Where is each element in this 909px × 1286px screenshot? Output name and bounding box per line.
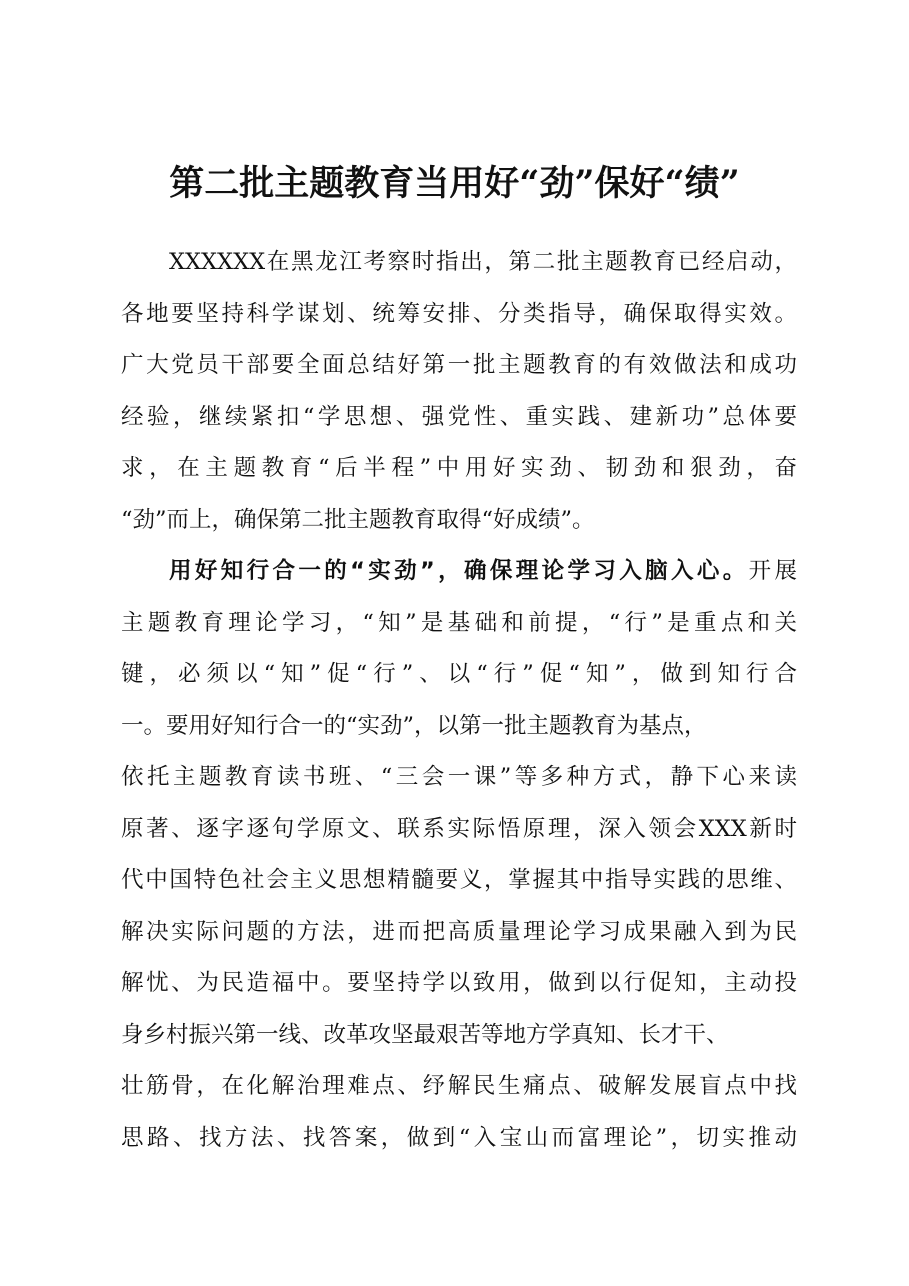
paragraph-line: 解忧、为民造福中。要坚持学以致用，做到以行促知，主动投 <box>121 970 797 996</box>
paragraph-line: 代中国特色社会主义思想精髓要义，掌握其中指导实践的思维、 <box>121 867 797 893</box>
document-title: 第二批主题教育当用好“劲”保好“绩” <box>169 163 740 204</box>
paragraph-line: 原著、逐字逐句学原文、联系实际悟原理，深入领会XXX新时 <box>121 815 797 842</box>
paragraph-line: XXXXXX在黑龙江考察时指出，第二批主题教育已经启动， <box>169 249 797 275</box>
paragraph-line: 求，在主题教育“后半程”中用好实劲、韧劲和狠劲，奋 <box>121 455 797 481</box>
paragraph-line: 主题教育理论学习，“知”是基础和前提，“行”是重点和关 <box>121 609 797 636</box>
paragraph-1 <box>121 237 797 546</box>
paragraph-line: 一。要用好知行合一的“实劲”，以第一批主题教育为基点， <box>121 712 707 739</box>
paragraph-line: 壮筋骨，在化解治理难点、纾解民生痛点、破解发展盲点中找 <box>121 1073 797 1099</box>
paragraph-lead-tail: 开展 <box>748 558 797 584</box>
paragraph-line: 经验，继续紧扣“学思想、强党性、重实践、建新功”总体要 <box>121 403 797 430</box>
paragraph-line: 身乡村振兴第一线、改革攻坚最艰苦等地方学真知、长才干、 <box>121 1021 729 1048</box>
paragraph-line: 广大党员干部要全面总结好第一批主题教育的有效做法和成功 <box>121 352 797 378</box>
paragraph-line: 依托主题教育读书班、“三会一课”等多种方式，静下心来读 <box>121 764 797 790</box>
paragraph-lead-sentence: 用好知行合一的“实劲”，确保理论学习入脑入心。 <box>169 558 749 584</box>
paragraph-line: 思路、找方法、找答案，做到“入宝山而富理论”，切实推动 <box>121 1124 797 1151</box>
paragraph-line: “劲”而上，确保第二批主题教育取得“好成绩”。 <box>121 506 595 533</box>
document-body <box>121 237 797 1164</box>
paragraph-line: 各地要坚持科学谋划、统筹安排、分类指导，确保取得实效。 <box>121 300 797 327</box>
paragraph-line: 解决实际问题的方法，进而把高质量理论学习成果融入到为民 <box>121 918 797 945</box>
paragraph-line: 键，必须以“知”促“行”、以“行”促“知”，做到知行合 <box>121 661 797 687</box>
paragraph-line <box>121 546 797 598</box>
paragraph-2 <box>121 546 797 1164</box>
